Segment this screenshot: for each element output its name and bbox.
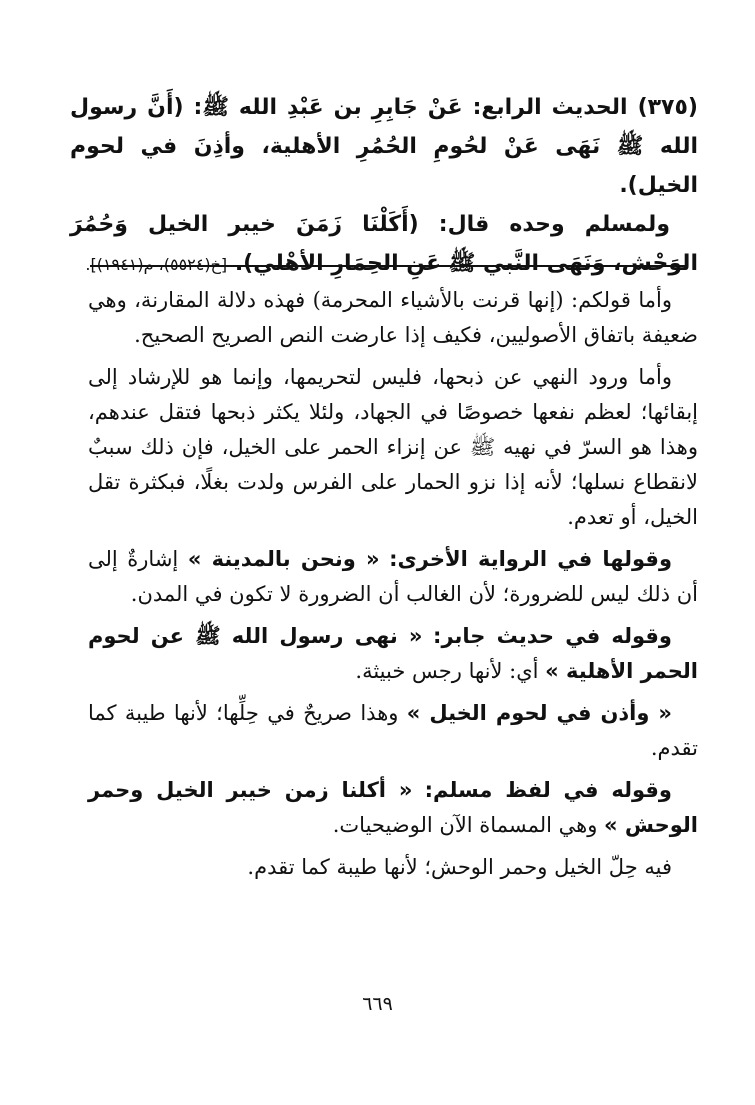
paragraph-3-rest: إشارةٌ إلى أن ذلك ليس للضرورة؛ لأن الغالب أن الضرورة لا تكون في المدن. (88, 547, 698, 606)
muslim-intro: ولمسلم وحده قال: (438, 212, 670, 237)
hadith-reference: [خ(٥٥٢٤)، م(١٩٤١)]. (85, 255, 228, 274)
section-divider (90, 265, 685, 267)
hadith-label: (٣٧٥) الحديث الرابع: (472, 95, 698, 120)
commentary-paragraph-1: وأما قولكم: (إنها قرنت بالأشياء المحرمة) فهذه دلالة المقارنة، وهي ضعيفة باتفاق الأصوليين، فكيف إذا عارضت النص الصريح الصحيح. (88, 288, 698, 347)
paragraph-4-rest: أي: لأنها رجس خبيثة. (355, 659, 539, 683)
hadith-muslim (70, 205, 698, 284)
commentary-paragraph-4 (88, 619, 698, 689)
paragraph-3-lead: وقولها في الرواية الأخرى: (389, 547, 672, 571)
commentary-paragraph-5 (88, 696, 698, 766)
commentary-paragraph-6 (88, 773, 698, 843)
paragraph-6-quote: « أكلنا زمن خيبر الخيل وحمر الوحش » (88, 778, 698, 837)
hadith-chain: عَنْ جَابِرِ بن عَبْدِ الله ﷺ: (193, 95, 463, 120)
hadith-block (70, 88, 698, 284)
paragraph-6-rest: وهي المسماة الآن الوضيحيات. (332, 813, 598, 837)
commentary-paragraph-3 (88, 542, 698, 612)
commentary-block (88, 283, 698, 892)
muslim-text: (أَكَلْنَا زَمَنَ خيبر الخيل وَحُمُرَ الوَحْش، وَنَهَى النَّبي ﷺ عَنِ الحِمَارِ الأهْلي). (70, 212, 698, 276)
paragraph-6-lead: وقوله في لفظ مسلم: (424, 778, 672, 802)
hadith-text: (أَنَّ رسول الله ﷺ نَهَى عَنْ لحُومِ الحُمُرِ الأهلية، وأذِنَ في لحوم الخيل). (70, 95, 698, 198)
paragraph-5-quote: « وأذن في لحوم الخيل » (406, 701, 672, 725)
commentary-paragraph-2: وأما ورود النهي عن ذبحها، فليس لتحريمها، وإنما هو للإرشاد إلى إبقائها؛ لعظم نفعها خصوصًا في الجهاد، ولئلا يكثر ذبحها فتقل عندهم، وهذا هو السرّ في نهيه ﷺ عن إنزاء الحمر على الخيل، فإن ذلك سببٌ لانقطاع نسلها؛ لأنه إذا نزو الحمار على الفرس ولدت بغلًا، فبكثرة تقل الخيل، أو تعدم. (88, 365, 698, 529)
paragraph-4-lead: وقوله في حديث جابر: (433, 624, 672, 648)
hadith-main (70, 88, 698, 205)
paragraph-3-quote: « ونحن بالمدينة » (187, 547, 380, 571)
paragraph-4-quote: « نهى رسول الله ﷺ عن لحوم الحمر الأهلية » (88, 624, 698, 683)
page-number: ٦٦٩ (362, 993, 393, 1015)
paragraph-5-rest: وهذا صريحٌ في حِلِّها؛ لأنها طيبة كما تقدم. (88, 701, 698, 760)
commentary-paragraph-7: فيه حِلّ الخيل وحمر الوحش؛ لأنها طيبة كما تقدم. (247, 855, 672, 879)
